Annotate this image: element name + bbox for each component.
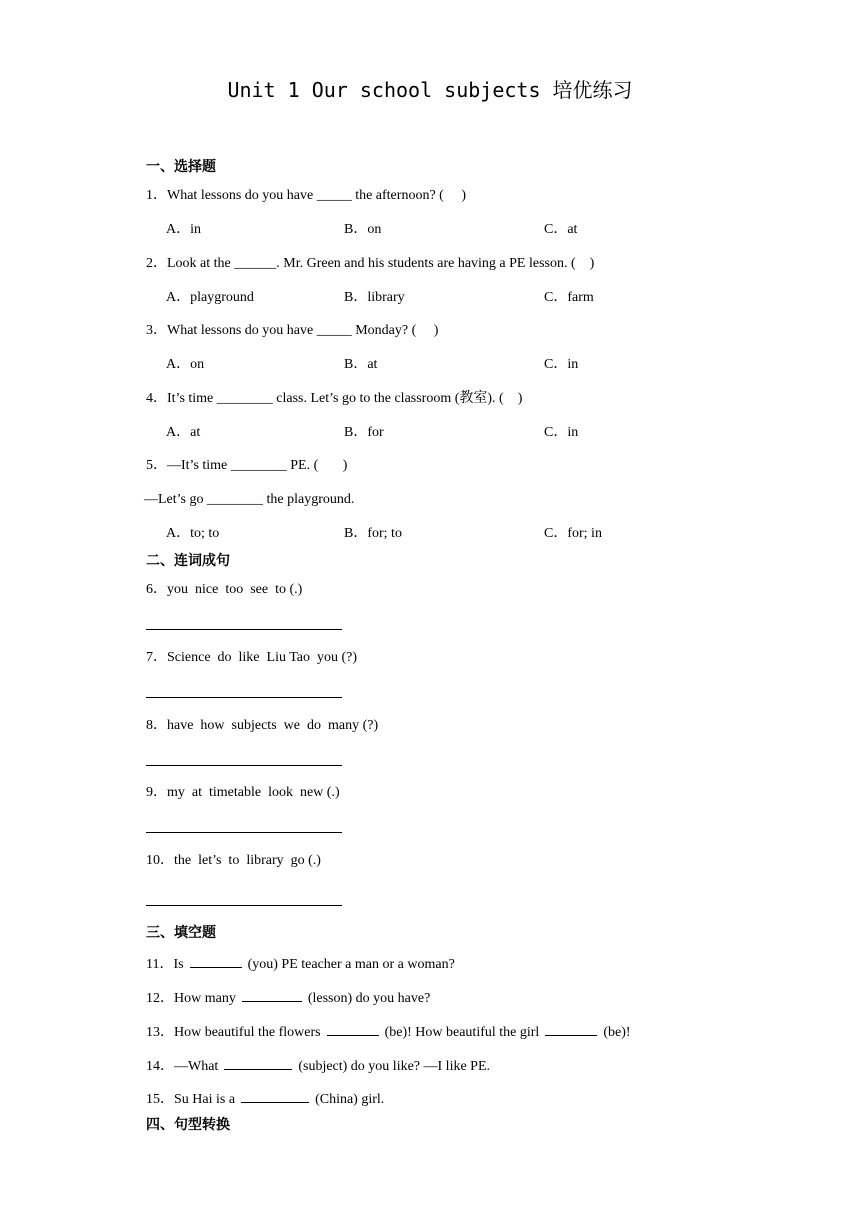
answer-line-7[interactable]	[146, 697, 342, 698]
question-15	[146, 1088, 384, 1109]
q2-option-c: C．farm	[544, 290, 594, 305]
q13-blank-2[interactable]	[545, 1021, 597, 1036]
question-10: 10．the let’s to library go (.)	[146, 853, 321, 868]
question-9: 9．my at timetable look new (.)	[146, 785, 340, 800]
q4-option-a: A．at	[166, 425, 201, 440]
answer-line-10[interactable]	[146, 905, 342, 906]
q14-blank[interactable]	[224, 1055, 292, 1070]
question-1: 1．What lessons do you have _____ the afternoon? ( )	[146, 188, 466, 203]
question-4: 4．It’s time ________ class. Let’s go to the classroom (教室). ( )	[146, 391, 523, 406]
question-13	[146, 1021, 631, 1042]
q12-text-start: 12．How many	[146, 991, 236, 1006]
section-heading-choice: 一、选择题	[146, 159, 216, 175]
q13-text-end: (be)!	[603, 1025, 631, 1040]
page-title: Unit 1 Our school subjects 培优练习	[227, 78, 633, 102]
question-2: 2．Look at the ______. Mr. Green and his students are having a PE lesson. ( )	[146, 256, 595, 271]
question-5: 5．—It’s time ________ PE. ( )	[146, 458, 348, 473]
q15-blank[interactable]	[241, 1088, 309, 1103]
q2-option-a: A．playground	[166, 290, 254, 305]
section-heading-word-order: 二、连词成句	[146, 553, 230, 569]
q14-text-start: 14．—What	[146, 1059, 219, 1074]
question-11	[146, 953, 455, 974]
q1-option-a: A．in	[166, 222, 201, 237]
section-heading-transform: 四、句型转换	[146, 1117, 230, 1133]
q4-option-c: C．in	[544, 425, 579, 440]
q13-text-start: 13．How beautiful the flowers	[146, 1025, 321, 1040]
q13-text-middle: (be)! How beautiful the girl	[384, 1025, 540, 1040]
q3-option-c: C．in	[544, 357, 579, 372]
q11-text-start: 11．Is	[146, 957, 184, 972]
question-6: 6．you nice too see to (.)	[146, 582, 303, 597]
answer-line-6[interactable]	[146, 629, 342, 630]
q2-option-b: B．library	[344, 290, 405, 305]
q13-blank-1[interactable]	[327, 1021, 379, 1036]
q1-option-b: B．on	[344, 222, 382, 237]
q11-blank[interactable]	[190, 953, 242, 968]
q15-text-start: 15．Su Hai is a	[146, 1092, 236, 1107]
question-14	[146, 1055, 490, 1076]
q12-text-end: (lesson) do you have?	[307, 991, 431, 1006]
question-8: 8．have how subjects we do many (?)	[146, 718, 379, 733]
q3-option-a: A．on	[166, 357, 205, 372]
q5-option-a: A．to; to	[166, 526, 220, 541]
q1-option-c: C．at	[544, 222, 578, 237]
q3-option-b: B．at	[344, 357, 378, 372]
q5-option-c: C．for; in	[544, 526, 602, 541]
q11-text-end: (you) PE teacher a man or a woman?	[247, 957, 455, 972]
question-3: 3．What lessons do you have _____ Monday? ( )	[146, 323, 439, 338]
answer-line-9[interactable]	[146, 832, 342, 833]
section-heading-fill-in: 三、填空题	[146, 925, 216, 941]
question-7: 7．Science do like Liu Tao you (?)	[146, 650, 358, 665]
answer-line-8[interactable]	[146, 765, 342, 766]
question-5-line-2: —Let’s go ________ the playground.	[144, 492, 355, 507]
q5-option-b: B．for; to	[344, 526, 402, 541]
q4-option-b: B．for	[344, 425, 384, 440]
question-12	[146, 987, 430, 1008]
q14-text-end: (subject) do you like? —I like PE.	[298, 1059, 491, 1074]
q15-text-end: (China) girl.	[315, 1092, 385, 1107]
q12-blank[interactable]	[242, 987, 302, 1002]
